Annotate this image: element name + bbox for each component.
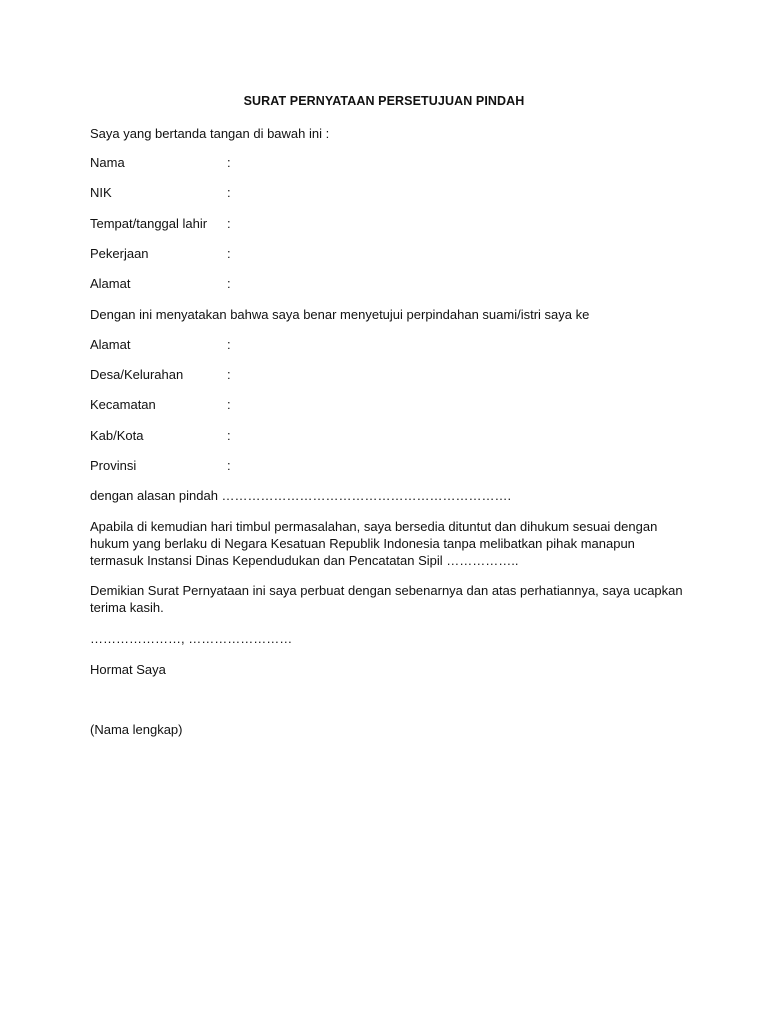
field-nama: [90, 154, 690, 171]
field-colon: :: [227, 337, 231, 352]
field-label: Provinsi: [90, 458, 137, 473]
field-label: Nama: [90, 155, 125, 170]
field-label: Tempat/tanggal lahir: [90, 216, 208, 231]
field-birth: [90, 215, 690, 232]
field-colon: :: [227, 276, 231, 291]
statement-text: Dengan ini menyatakan bahwa saya benar menyetujui perpindahan suami/istri saya ke: [90, 307, 590, 322]
field-colon: :: [227, 155, 231, 170]
field-colon: :: [227, 185, 231, 200]
regards-text: Hormat Saya: [90, 662, 166, 677]
field-label: Pekerjaan: [90, 246, 149, 261]
intro-text: Saya yang bertanda tangan di bawah ini :: [90, 126, 330, 141]
field-colon: :: [227, 397, 231, 412]
field-label: Desa/Kelurahan: [90, 367, 184, 382]
field-label: NIK: [90, 185, 112, 200]
place-date-blank: …………………, ……………………: [90, 631, 293, 646]
field-colon: :: [227, 216, 231, 231]
field-label: Alamat: [90, 337, 131, 352]
signature-name: (Nama lengkap): [90, 722, 183, 737]
document-title: SURAT PERNYATAAN PERSETUJUAN PINDAH: [243, 94, 525, 108]
field-province: [90, 457, 690, 474]
reason-text: dengan alasan pindah ………………………………………………………….: [90, 488, 512, 503]
field-colon: :: [227, 367, 231, 382]
field-address: [90, 275, 690, 292]
liability-paragraph: Apabila di kemudian hari timbul permasalahan, saya bersedia dituntut dan dihukum sesuai dengan hukum yang berlaku di Negara Kesatuan Republik Indonesia tanpa melibatkan pihak manapun termasuk Instansi Dinas Kependudukan dan Pencatatan Sipil ……………..: [90, 519, 658, 568]
field-occupation: [90, 245, 690, 262]
field-colon: :: [227, 428, 231, 443]
field-district: [90, 396, 690, 413]
field-nik: [90, 184, 690, 201]
field-colon: :: [227, 246, 231, 261]
field-label: Kecamatan: [90, 397, 156, 412]
field-village: [90, 366, 690, 383]
field-regency: [90, 427, 690, 444]
field-colon: :: [227, 458, 231, 473]
field-label: Kab/Kota: [90, 428, 144, 443]
field-label: Alamat: [90, 276, 131, 291]
closing-paragraph: Demikian Surat Pernyataan ini saya perbuat dengan sebenarnya dan atas perhatiannya, saya ucapkan terima kasih.: [90, 583, 683, 615]
field-dest-address: [90, 336, 690, 353]
